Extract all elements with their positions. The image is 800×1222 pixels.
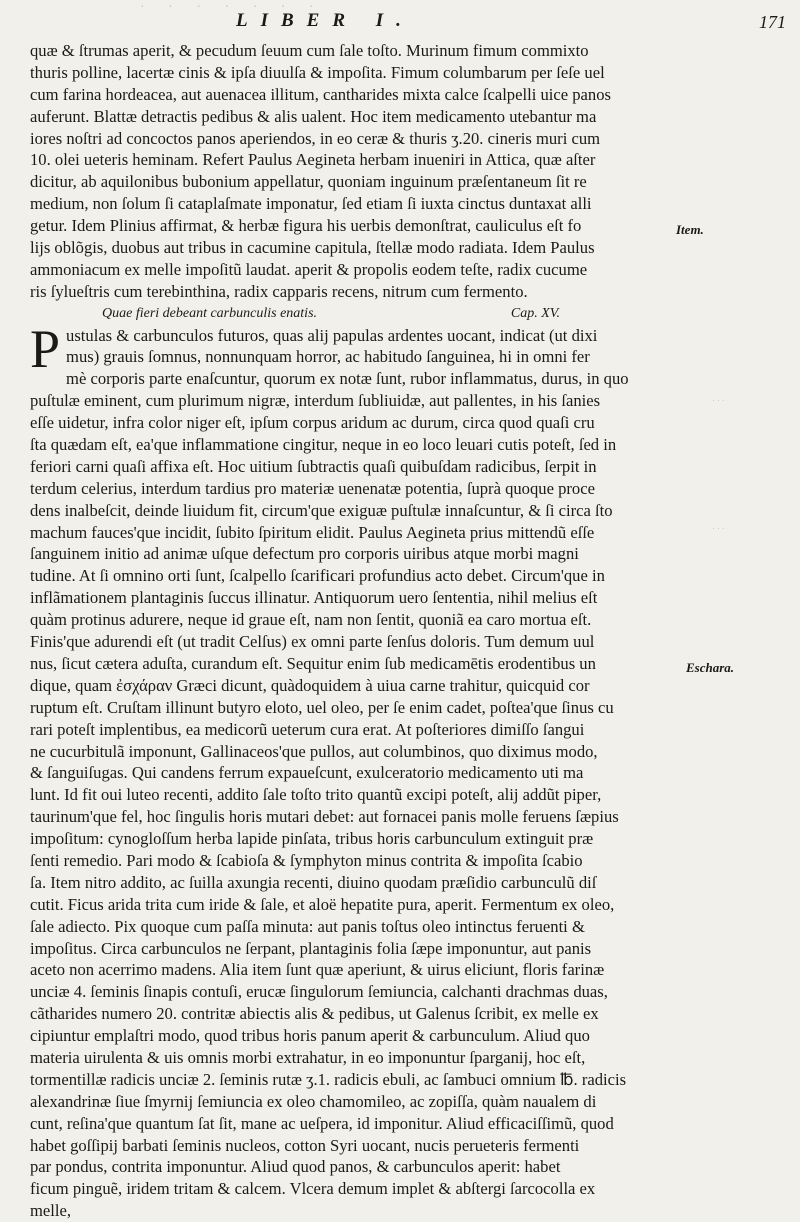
text-line: thuris polline, lacertæ cinis & ipſa diuulſa & impoſita. Fimum columbarum per ſeſe uel (30, 62, 605, 82)
text-line: habet goſſipij barbati ſeminis nucleos, cotton Syri uocant, nucis perueteris fermenti (30, 1135, 580, 1155)
chapter-title: Quae fieri debeant carbunculis enatis. (102, 305, 318, 321)
margin-note-item: Item. (676, 222, 704, 237)
text-line: quàm protinus adurere, neque id graue eſt, nam non ſentit, quoniã ea caro mortua eſt. (30, 610, 592, 630)
text-line: alexandrinæ ſiue ſmyrnij ſemiuncia ex oleo chamomileo, ac zopiſſa, quàm naualem di (30, 1091, 597, 1111)
text-line: par pondus, contrita imponuntur. Aliud quod panos, & carbunculos aperit: habet (30, 1157, 561, 1177)
chapter-number: Cap. XV. (510, 305, 560, 321)
text-line: quæ & ſtrumas aperit, & pecudum ſeuum cum ſale toſto. Murinum fimum commixto (30, 41, 589, 60)
text-line: rari poteſt implentibus, ea medicorũ ueterum cura erat. At poſteriores dimiſſo ſangui (30, 719, 585, 739)
text-line: & ſanguiſugas. Qui candens ferrum expaueſcunt, exulceratorio medicamento uti ma (30, 763, 584, 783)
text-line: feriori carni quaſi affixa eſt. Hoc uitium ſubtractis quaſi quibuſdam radicibus, ſerpit in (30, 456, 597, 476)
text-line: Finis'que adurendi eſt (ut tradit Celſus) ex omni parte ſenſus doloris. Tum demum uul (30, 632, 595, 652)
text-line: iores noſtri ad concoctos panos aperiendos, in eo ceræ & thuris ʒ.20. cineris muri cum (30, 128, 601, 148)
text-line: ſanguinem initio ad animæ uſque defectum pro corporis uiribus atque morbi magni (30, 544, 579, 564)
show-through-text: · · · (712, 524, 725, 535)
text-line: eſſe uidetur, infra color niger eſt, ipſum corpus aridum ac durum, circa quod quaſi cru (30, 413, 595, 433)
text-line: aceto non acerrimo madens. Alia item ſunt quæ aperiunt, & uirus eliciunt, floris farinæ (30, 960, 605, 980)
text-column (30, 40, 670, 1221)
text-line: ustulas & carbunculos futuros, quas alij papulas ardentes uocant, indicat (ut dixi (66, 325, 598, 345)
text-line: medium, non ſolum ſi cataplaſmate imponatur, ſed etiam ſi iuxta cinctus duntaxat alli (30, 194, 592, 214)
text-line: nus, ſicut cætera aduſta, curandum eſt. Sequitur enim ſub medicamētis erodentibus un (30, 653, 596, 673)
text-line: dens inalbeſcit, deinde liuidum fit, circum'que exiguæ puſtulæ innaſcuntur, & ſi circa ſto (30, 500, 613, 520)
text-line: dique, quam ἐσχάραν Græci dicunt, quàdoquidem à uiua carne trahitur, quicquid cor (30, 675, 590, 695)
text-line: getur. Idem Plinius affirmat, & herbæ figura his uerbis demonſtrat, cauliculus eſt fo (30, 216, 582, 236)
chapter-heading (30, 303, 670, 325)
text-line: mè corporis parte enaſcuntur, quorum ex notæ ſunt, rubor inflammatus, durus, in quo (66, 369, 629, 389)
text-line: materia uirulenta & uis omnis morbi extrahatur, in eo imponuntur ſparganij, hoc eſt, (30, 1047, 586, 1067)
text-line: ſale adiecto. Pix quoque cum paſſa minuta: aut panis toſtus oleo intinctus feruenti & (30, 916, 585, 936)
show-through-text: · · · · · · · (140, 0, 324, 15)
text-line: ſta quædam eſt, ea'que inflammatione cingitur, neque in eo loco leuari cutis poteſt, ſed in (30, 435, 617, 455)
margin-note-eschara: Eschara. (686, 660, 735, 675)
text-line: impoſitus. Circa carbunculos ne ſerpant, plantaginis folia ſæpe imponuntur, aut panis (30, 938, 592, 958)
text-line: puſtulæ eminent, cum plurimum nigræ, interdum ſubliuidæ, aut pallentes, in his ſanies (30, 391, 601, 411)
text-line: lunt. Id fit oui luteo recenti, addito ſale toſto trito quantũ excipi poteſt, alij addũt piper, (30, 785, 602, 805)
text-line: taurinum'que fel, hoc ſingulis horis mutari debet: aut fornacei panis molle feruens ſæpius (30, 807, 619, 827)
text-line: inflãmationem plantaginis ſuccus illinatur. Antiquorum uero ſententia, nihil melius eſt (30, 588, 598, 608)
drop-cap: P (30, 318, 61, 379)
text-line: lijs oblõgis, duobus aut tribus in cacumine capitula, ſtellæ modo radiata. Idem Paulus (30, 238, 595, 258)
page-number: 171 (759, 12, 786, 32)
text-line: melle, (30, 1201, 72, 1221)
text-line: tudine. At ſi omnino orti ſunt, ſcalpello ſcarificari profundius acto debet. Circum'que in (30, 566, 605, 586)
text-line: ammoniacum ex melle impoſitũ laudat. aperit & propolis eodem teſte, radix cucume (30, 259, 588, 279)
text-line: ne cucurbitulã imponunt, Gallinaceos'que pullos, aut columbinos, quo diximus modo, (30, 741, 598, 761)
text-line: tormentillæ radicis unciæ 2. ſeminis rutæ ʒ.1. radicis ebuli, ac ſambuci omnium ℔. radicis (30, 1069, 627, 1089)
text-line: cipiuntur emplaſtri modo, quod tribus horis panum aperit & carbunculum. Aliud quo (30, 1026, 590, 1046)
text-line: mus) grauis ſomnus, nonnunquam horror, ac habitudo ſanguinea, hi in omni fer (66, 347, 590, 367)
text-line: unciæ 4. ſeminis ſinapis contuſi, erucæ ſingulorum ſemiuncia, calchanti drachmas duas, (30, 982, 608, 1002)
text-line: dicitur, ab aquilonibus bubonium appellatur, quoniam inguinum præſentaneum ſit re (30, 172, 587, 192)
text-line: 10. olei ueteris heminam. Refert Paulus Aegineta herbam inueniri in Attica, quæ aſter (30, 150, 596, 170)
text-line: auferunt. Blattæ detractis pedibus & alis ualent. Hoc item medicamento utebantur ma (30, 106, 597, 126)
text-line: cãtharides numero 20. contritæ abiectis alis & pedibus, ut Galenus ſcribit, ex melle ex (30, 1004, 599, 1024)
page-header (0, 6, 800, 40)
running-title: LIBER I. (236, 10, 414, 31)
text-line: ruptum eſt. Cruſtam illinunt butyro eloto, uel oleo, per ſe enim cadet, poſtea'que ſinus cu (30, 697, 614, 717)
text-line: terdum celerius, interdum tardius pro materiæ uenenatæ potentia, ſuprà quoque proce (30, 478, 595, 498)
text-line: ſenti remedio. Pari modo & ſcabioſa & ſymphyton minus contrita & impoſita ſcabio (30, 850, 583, 870)
show-through-text: · · · (712, 396, 725, 407)
text-line: cum farina hordeacea, aut auenacea illitum, cantharides mixta calce ſcalpelli uice panos (30, 84, 611, 104)
text-line: cunt, reſina'que quantum ſat ſit, mane ac ueſpera, id imponitur. Aliud efficaciſſimũ, quod (30, 1113, 614, 1133)
text-line: ficum pinguẽ, iridem tritam & calcem. Vlcera demum implet & abſtergi ſarcocolla ex (30, 1179, 596, 1199)
text-line: machum fauces'que incidit, ſubito ſpiritum elidit. Paulus Aegineta prius mittendũ eſſe (30, 522, 595, 542)
text-line: ſa. Item nitro addito, ac ſuilla axungia recenti, diuino quodam præſidio carbunculũ diſ (30, 872, 597, 892)
text-line: cutit. Ficus arida trita cum iride & ſale, et aloë hepatite pura, aperit. Fermentum ex oleo, (30, 894, 615, 914)
text-line: ris ſylueſtris cum terebinthina, radix capparis recens, nitrum cum fermento. (30, 281, 528, 301)
text-line: impoſitum: cynogloſſum herba lapide pinſata, tribus horis carbunculum extinguit præ (30, 829, 594, 849)
